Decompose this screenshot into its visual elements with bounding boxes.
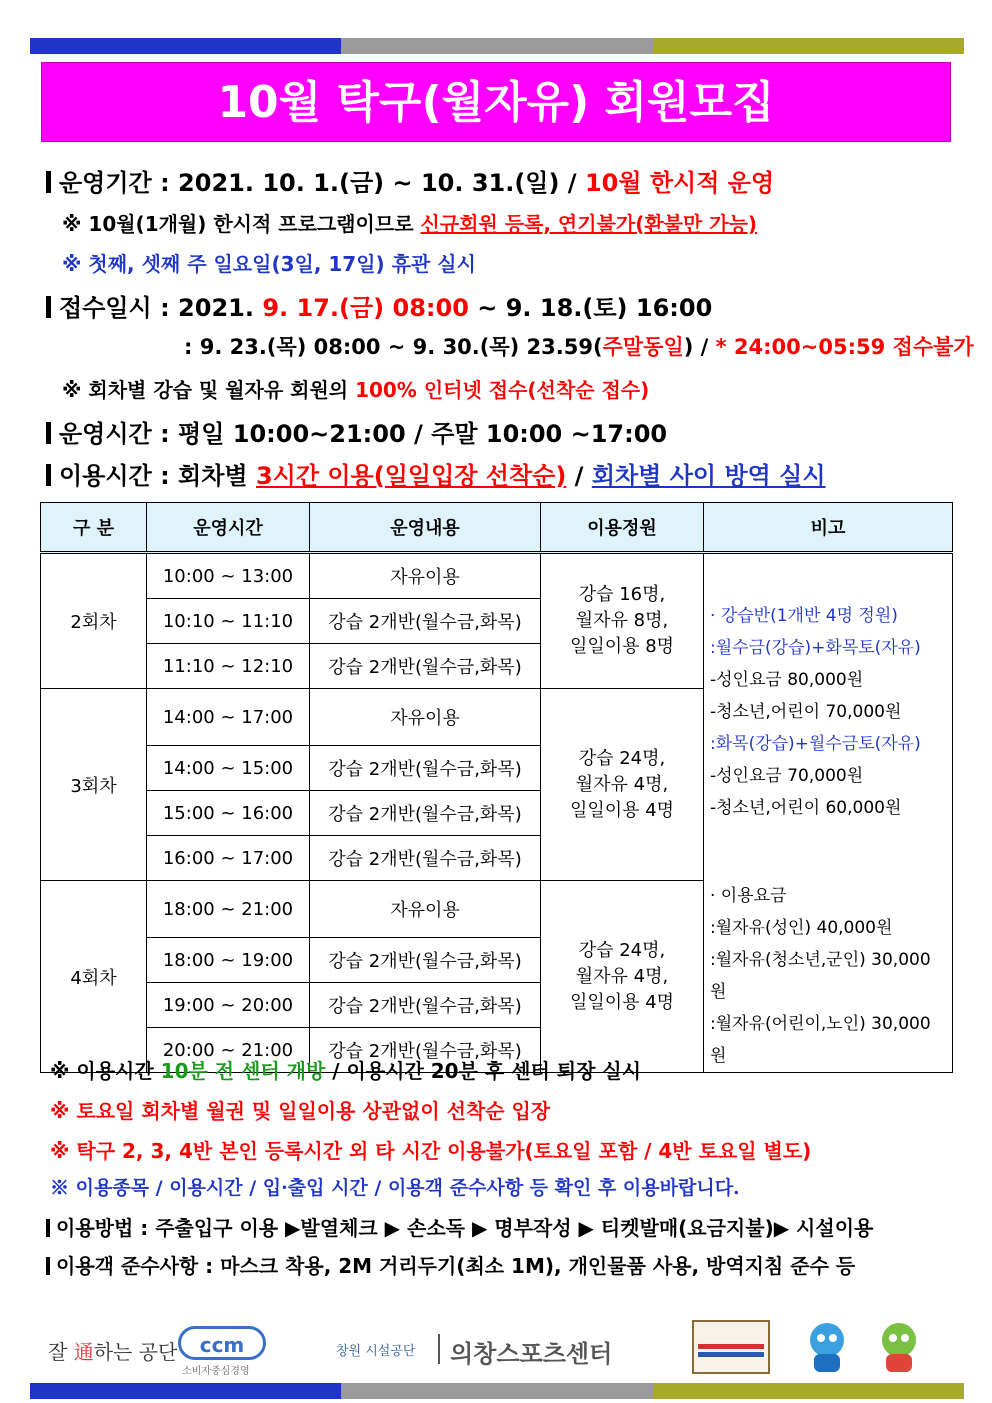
slogan: 잘 通하는 공단 <box>48 1340 178 1364</box>
session-name: 3회차 <box>41 689 147 881</box>
fee-notes: · 강습반(1개반 4명 정원) :월수금(강습)+화목토(자유) -성인요금 80,000원 -청소년,어린이 70,000원 :화목(강습)+월수금토(자유) -성인요금 70,000원 -청소년,어린이 60,000원 · 이용요금 :월자유(성인) 40,000원 :월자유(청소년,군인) 30,000원 :월자유(어린이,노인) 30,000원 <box>704 553 953 1073</box>
bottom-note-4: ※ 이용종목 / 이용시간 / 입·출입 시간 / 이용객 준수사항 등 확인 후 이용바랍니다. <box>50 1177 740 1199</box>
session-capacity: 강습 24명, 월자유 4명, 일일이용 4명 <box>541 881 704 1073</box>
session-time: 20:00 ~ 21:00 <box>147 1028 310 1073</box>
org-logo: 창원 시설공단 <box>336 1344 416 1359</box>
header-content: 운영내용 <box>310 503 541 553</box>
session-content: 자유이용 <box>310 689 541 746</box>
center-name: 의창스포츠센터 <box>450 1340 613 1368</box>
schedule-table <box>40 502 953 1073</box>
bottom-note-2: ※ 토요일 회차별 월권 및 일일이용 상관없이 선착순 입장 <box>50 1099 551 1123</box>
method-line: 이용방법 : 주출입구 이용 ▶발열체크 ▶ 손소독 ▶ 명부작성 ▶ 티켓발매(요금지불)▶ 시설이용 <box>46 1212 873 1241</box>
session-time: 15:00 ~ 16:00 <box>147 791 310 836</box>
header-capacity: 이용정원 <box>541 503 704 553</box>
session-time: 18:00 ~ 21:00 <box>147 881 310 938</box>
rules-line: 이용객 준수사항 : 마스크 착용, 2M 거리두기(최소 1M), 개인물품 사용, 방역지침 준수 등 <box>46 1250 855 1279</box>
mascot-green-icon <box>868 1320 930 1374</box>
session-time: 10:10 ~ 11:10 <box>147 599 310 644</box>
session-capacity: 강습 16명, 월자유 8명, 일일이용 8명 <box>541 553 704 689</box>
period-line: 운영기간 : 2021. 10. 1.(금) ~ 10. 31.(일) / 10월 한시적 운영 <box>46 163 774 198</box>
ccm-subtitle: 소비자중심경영 <box>182 1366 250 1377</box>
hours-line: 운영시간 : 평일 10:00~21:00 / 주말 10:00 ~17:00 <box>46 414 667 449</box>
note-line-3: ※ 회차별 강습 및 월자유 회원의 100% 인터넷 접수(선착순 접수) <box>62 378 650 402</box>
ccm-logo: ccm <box>178 1326 266 1360</box>
header-category: 구 분 <box>41 503 147 553</box>
session-time: 19:00 ~ 20:00 <box>147 983 310 1028</box>
session-time: 14:00 ~ 15:00 <box>147 746 310 791</box>
session-content: 강습 2개반(월수금,화목) <box>310 746 541 791</box>
session-time: 16:00 ~ 17:00 <box>147 836 310 881</box>
session-time: 14:00 ~ 17:00 <box>147 689 310 746</box>
session-content: 강습 2개반(월수금,화목) <box>310 791 541 836</box>
page-title: 10월 탁구(월자유) 회원모집 <box>41 62 951 142</box>
top-color-bar <box>30 38 964 54</box>
bottom-color-bar <box>30 1383 964 1399</box>
session-content: 강습 2개반(월수금,화목) <box>310 644 541 689</box>
session-name: 4회차 <box>41 881 147 1073</box>
reception-line: 접수일시 : 2021. 9. 17.(금) 08:00 ~ 9. 18.(토) 16:00 <box>46 288 712 323</box>
bottom-note-3: ※ 탁구 2, 3, 4반 본인 등록시간 외 타 시간 이용불가(토요일 포함 / 4반 토요일 별도) <box>50 1139 812 1163</box>
session-time: 11:10 ~ 12:10 <box>147 644 310 689</box>
mascot-blue-icon <box>796 1320 858 1374</box>
footer-logos <box>46 1320 956 1376</box>
session-content: 자유이용 <box>310 881 541 938</box>
usage-line: 이용시간 : 회차별 3시간 이용(일일입장 선착순) / 회차별 사이 방역 실시 <box>46 456 826 491</box>
session-content: 강습 2개반(월수금,화목) <box>310 836 541 881</box>
bottom-note-1: ※ 이용시간 10분 전 센터 개방 / 이용시간 20분 후 센터 퇴장 실시 <box>50 1059 642 1083</box>
note-line-1: ※ 10월(1개월) 한시적 프로그램이므로 신규회원 등록, 연기불가(환불만 가능) <box>62 212 758 236</box>
session-time: 10:00 ~ 13:00 <box>147 553 310 599</box>
session-content: 강습 2개반(월수금,화목) <box>310 1028 541 1073</box>
session-capacity: 강습 24명, 월자유 4명, 일일이용 4명 <box>541 689 704 881</box>
note-line-2: ※ 첫째, 셋째 주 일요일(3일, 17일) 휴관 실시 <box>62 252 476 276</box>
certificate-logo-icon <box>692 1320 770 1374</box>
session-name: 2회차 <box>41 553 147 689</box>
session-content: 자유이용 <box>310 553 541 599</box>
session-content: 강습 2개반(월수금,화목) <box>310 599 541 644</box>
session-content: 강습 2개반(월수금,화목) <box>310 938 541 983</box>
reception-line-2: : 9. 23.(목) 08:00 ~ 9. 30.(목) 23.59(주말동일) / * 24:00~05:59 접수불가 <box>184 335 974 359</box>
session-time: 18:00 ~ 19:00 <box>147 938 310 983</box>
header-note: 비고 <box>704 503 953 553</box>
header-time: 운영시간 <box>147 503 310 553</box>
session-content: 강습 2개반(월수금,화목) <box>310 983 541 1028</box>
